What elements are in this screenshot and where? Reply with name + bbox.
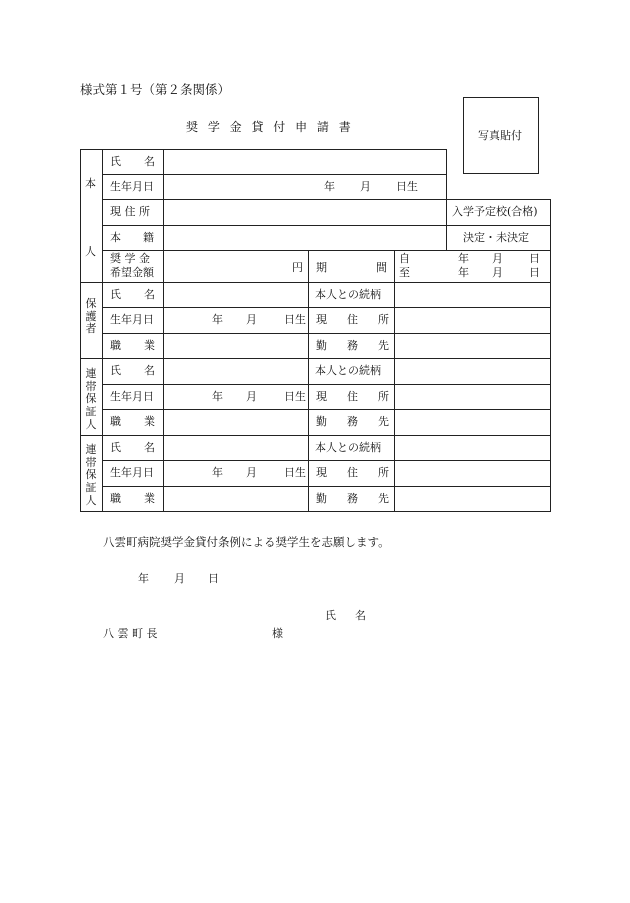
guarantor1-job-label: 職 業: [110, 415, 161, 428]
amount-label-line2: 希望金額: [110, 266, 154, 279]
guardian-work-label-3: 先: [378, 339, 389, 352]
guardian-dob-day: 日生: [284, 313, 306, 326]
application-statement: 八雲町病院奨学金貸付条例による奨学生を志願します。: [103, 535, 390, 549]
applicant-name-label: 氏 名: [110, 155, 161, 168]
guarantor1-dob-month: 月: [246, 390, 257, 403]
applicant-dob-month: 月: [360, 180, 371, 193]
guarantor1-relation-label: 本人との続柄: [315, 364, 381, 377]
guarantor2-relation-label: 本人との続柄: [315, 441, 381, 454]
guardian-dob-month: 月: [246, 313, 257, 326]
guardian-name-label: 氏 名: [110, 288, 161, 301]
guardian-work-label-2: 務: [347, 339, 358, 352]
guarantor1-address-label-2: 住: [347, 390, 358, 403]
guardian-dob-label: 生年月日: [110, 313, 154, 326]
guarantor2-work-label-2: 務: [347, 492, 358, 505]
applicant-dob-label: 生年月日: [110, 180, 154, 193]
period-from-month: 月: [492, 252, 503, 265]
guarantor2-dob-day: 日生: [284, 466, 306, 479]
guardian-work-label-1: 勤: [316, 339, 327, 352]
guardian-job-label: 職 業: [110, 339, 161, 352]
date-day: 日: [208, 572, 219, 585]
guarantor2-name-label: 氏 名: [110, 441, 161, 454]
date-month: 月: [174, 572, 185, 585]
guardian-relation-label: 本人との続柄: [315, 288, 381, 301]
applicant-dob-day: 日生: [396, 180, 418, 193]
school-label: 入学予定校(合格): [452, 205, 538, 218]
applicant-section-top: 本: [85, 177, 96, 190]
amount-unit: 円: [292, 261, 303, 274]
guarantor2-dob-label: 生年月日: [110, 466, 154, 479]
guarantor1-section-label: 連 帯 保 証 人: [85, 367, 97, 431]
period-to-year: 年: [458, 266, 469, 279]
decision-label: 決定・未決定: [463, 231, 529, 244]
signer-name-label: 氏 名: [325, 609, 370, 622]
photo-box: [463, 97, 539, 174]
guardian-address-label-2: 住: [347, 313, 358, 326]
form-title: 奨 学 金 貸 付 申 請 書: [186, 120, 354, 134]
period-to-day: 日: [529, 266, 540, 279]
period-label-2: 間: [376, 261, 387, 274]
guarantor2-work-label-1: 勤: [316, 492, 327, 505]
date-year: 年: [138, 572, 149, 585]
domicile-label: 本 籍: [110, 231, 154, 244]
addressee: 八 雲 町 長: [103, 627, 158, 640]
guarantor1-address-label-3: 所: [378, 390, 389, 403]
guarantor2-dob-year: 年: [212, 466, 223, 479]
guardian-address-label-3: 所: [378, 313, 389, 326]
guarantor1-name-label: 氏 名: [110, 364, 161, 377]
guarantor1-work-label-3: 先: [378, 415, 389, 428]
guarantor1-address-label-1: 現: [316, 390, 327, 403]
applicant-dob-year: 年: [324, 180, 335, 193]
guarantor2-job-label: 職 業: [110, 492, 161, 505]
photo-label: 写真貼付: [478, 129, 522, 142]
guardian-address-label-1: 現: [316, 313, 327, 326]
guarantor1-dob-year: 年: [212, 390, 223, 403]
guarantor2-section-label: 連 帯 保 証 人: [85, 443, 97, 507]
honorific: 様: [272, 627, 283, 640]
guarantor2-dob-month: 月: [246, 466, 257, 479]
guarantor2-address-label-2: 住: [347, 466, 358, 479]
period-from-year: 年: [458, 252, 469, 265]
period-to-label: 至: [399, 266, 410, 279]
guardian-dob-year: 年: [212, 313, 223, 326]
guarantor2-work-label-3: 先: [378, 492, 389, 505]
period-from-day: 日: [529, 252, 540, 265]
guarantor2-address-label-1: 現: [316, 466, 327, 479]
guarantor1-work-label-1: 勤: [316, 415, 327, 428]
guarantor1-work-label-2: 務: [347, 415, 358, 428]
period-to-month: 月: [492, 266, 503, 279]
form-number: 様式第１号（第２条関係）: [80, 82, 231, 97]
guarantor2-address-label-3: 所: [378, 466, 389, 479]
applicant-address-label: 現 住 所: [110, 205, 150, 218]
period-from-label: 自: [399, 252, 410, 265]
guarantor1-dob-label: 生年月日: [110, 390, 154, 403]
guarantor1-dob-day: 日生: [284, 390, 306, 403]
period-label-1: 期: [316, 261, 327, 274]
amount-label-line1: 奨 学 金: [110, 252, 150, 265]
guardian-section-label: 保 護 者: [85, 297, 97, 336]
applicant-section-bottom: 人: [85, 245, 96, 258]
